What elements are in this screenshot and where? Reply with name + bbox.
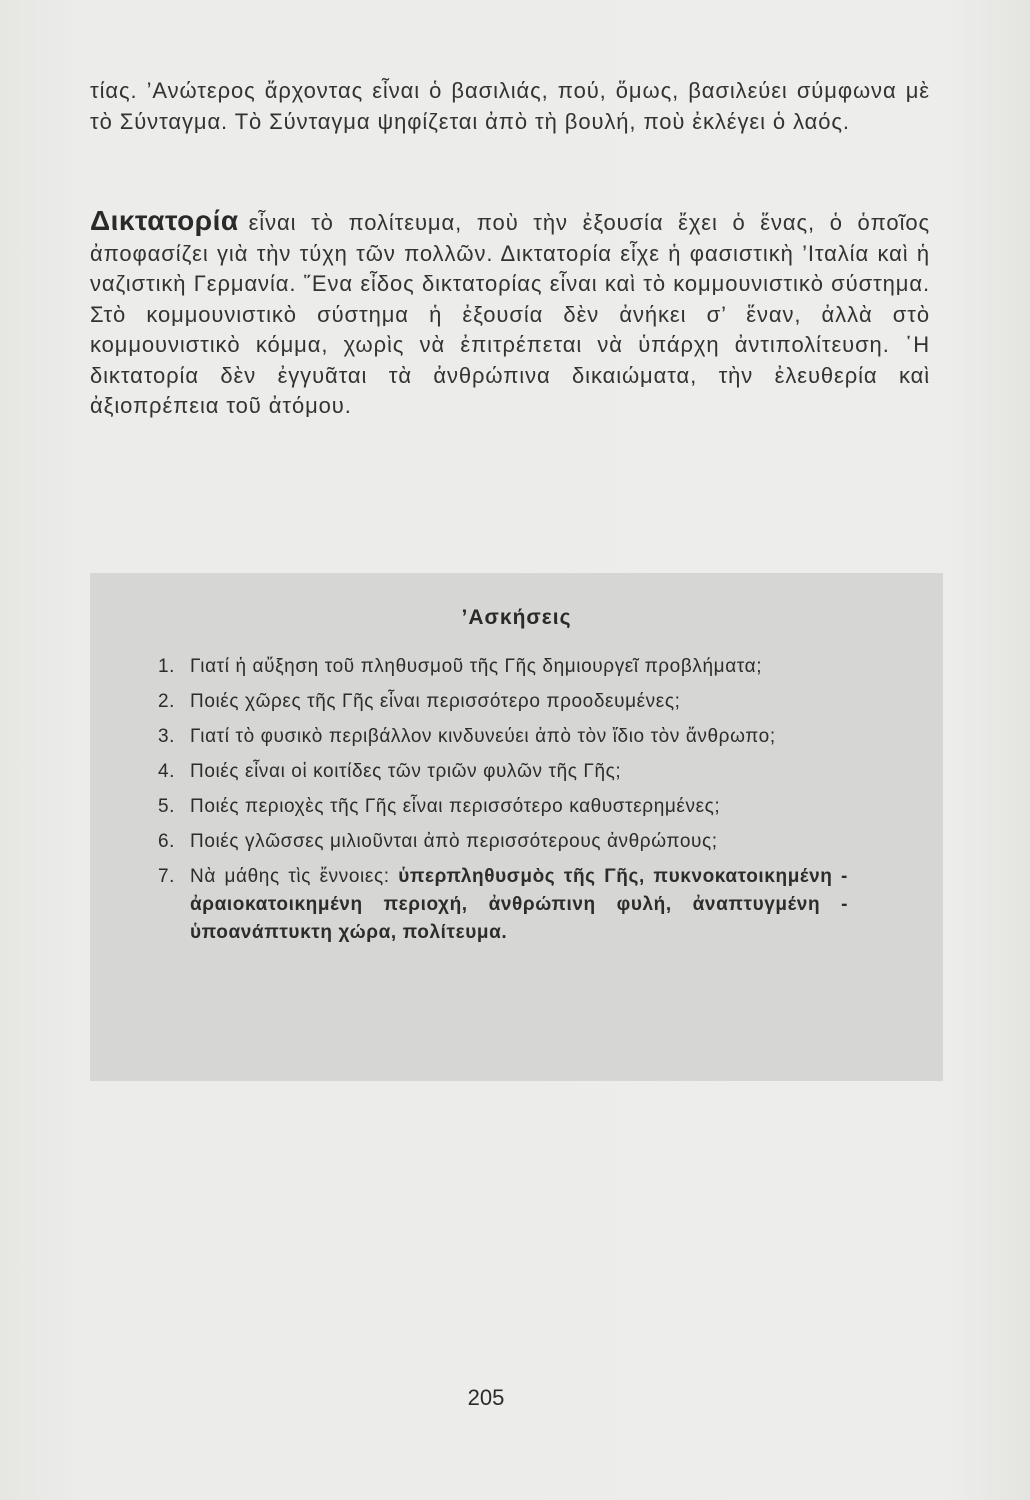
exercise-number: 6.	[158, 831, 176, 852]
exercise-item	[158, 828, 848, 856]
exercises-box	[90, 573, 943, 1081]
exercise-item	[158, 758, 848, 786]
paragraph-dictatorship	[90, 206, 930, 422]
exercise-item-concepts	[158, 863, 848, 947]
exercise-item	[158, 723, 848, 751]
page-number: 205	[467, 1385, 505, 1410]
exercise-number: 4.	[158, 761, 176, 782]
exercise-number: 1.	[158, 656, 176, 677]
exercise-text: Ποιές χῶρες τῆς Γῆς εἶναι περισσότερο προοδευμένες;	[190, 691, 681, 712]
definition-term: Δικτατορία	[90, 205, 239, 236]
exercise-concepts-bold: ὑπερπληθυσμὸς τῆς Γῆς, πυκνοκατοικημένη - ἀραιοκατοικημένη περιοχή, ἀνθρώπινη φυλή, ἀναπτυγμένη - ὑποανάπτυκτη χώρα, πολίτευμα.	[190, 866, 848, 943]
exercise-text: Ποιές εἶναι οἱ κοιτίδες τῶν τριῶν φυλῶν τῆς Γῆς;	[190, 761, 622, 782]
exercise-item	[158, 793, 848, 821]
exercise-item	[158, 688, 848, 716]
exercise-text: Γιατί τὸ φυσικὸ περιβάλλον κινδυνεύει ἀπὸ τὸν ἴδιο τὸν ἄνθρωπο;	[190, 726, 776, 747]
exercises-title: ’Ασκήσεις	[461, 606, 572, 629]
exercise-number: 7.	[158, 866, 176, 887]
exercises-list	[158, 653, 848, 954]
exercise-text: Ποιές περιοχὲς τῆς Γῆς εἶναι περισσότερο καθυστερημένες;	[190, 796, 721, 817]
definition-text: εἶναι τὸ πολίτευμα, ποὺ τὴν ἐξουσία ἔχει ὁ ἕνας, ὁ ὁποῖος ἀποφασίζει γιὰ τὴν τύχη τῶν πολλῶν. Δικτατορία εἶχε ἡ φασιστικὴ ’Ιταλία καὶ ἡ ναζιστικὴ Γερμανία. ῞Ενα εἶδος δικτατορίας εἶναι καὶ τὸ κομμουνιστικὸ σύστημα. Στὸ κομμουνιστικὸ σύστημα ἡ ἐξουσία δὲν ἀνήκει σ’ ἕναν, ἀλλὰ στὸ κομμουνιστικὸ κόμμα, χωρὶς νὰ ἐπιτρέπεται νὰ ὑπάρχη ἀντιπολίτευση. ῾Η δικτατορία δὲν ἐγγυᾶται τὰ ἀνθρώπινα δικαιώματα, τὴν ἐλευθερία καὶ ἀξιοπρέπεια τοῦ ἀτόμου.	[90, 210, 930, 418]
exercise-number: 5.	[158, 796, 176, 817]
exercise-text: Γιατί ἡ αὔξηση τοῦ πληθυσμοῦ τῆς Γῆς δημιουργεῖ προβλήματα;	[190, 656, 763, 677]
exercise-text: Νὰ μάθης τὶς ἔννοιες:	[190, 866, 390, 887]
exercise-text: Ποιές γλῶσσες μιλιοῦνται ἀπὸ περισσότερους ἀνθρώπους;	[190, 831, 718, 852]
exercise-number: 3.	[158, 726, 176, 747]
exercise-number: 2.	[158, 691, 176, 712]
paragraph-monarchy-end: τίας. ’Ανώτερος ἄρχοντας εἶναι ὁ βασιλιάς, πού, ὅμως, βασιλεύει σύμφωνα μὲ τὸ Σύνταγμα. Τὸ Σύνταγμα ψηφίζεται ἀπὸ τὴ βουλή, ποὺ ἐκλέγει ὁ λαός.	[90, 78, 930, 134]
exercise-item	[158, 653, 848, 681]
